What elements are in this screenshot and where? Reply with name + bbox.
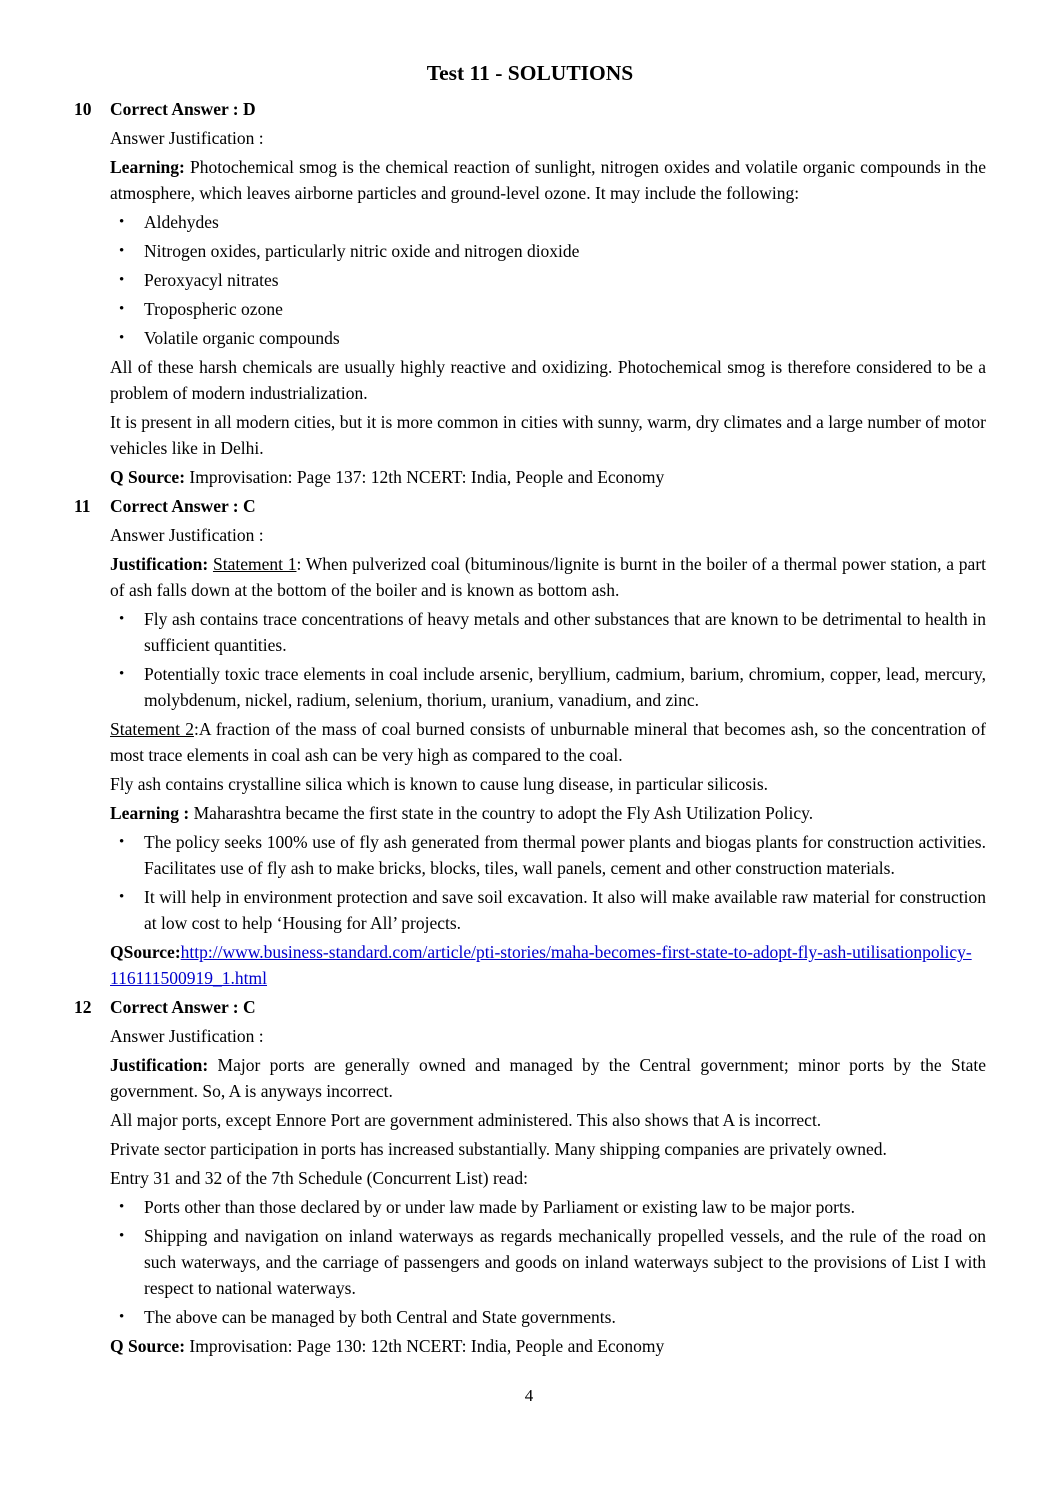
learning-text: Maharashtra became the first state in the country to adopt the Fly Ash Utilization Policy.: [189, 803, 814, 823]
body-paragraph: It is present in all modern cities, but it is more common in cities with sunny, warm, dry climates and a large number of motor vehicles like in Delhi.: [110, 412, 986, 458]
question-number: 10: [74, 99, 92, 119]
list-item: [110, 606, 986, 658]
justification-label: Justification:: [110, 1055, 209, 1075]
bullet-icon: •: [119, 611, 125, 627]
bullet-icon: •: [119, 243, 125, 259]
list-item: [110, 1304, 986, 1330]
list-item: [110, 296, 986, 322]
bullet-text: It will help in environment protection and save soil excavation. It also will make available raw material for construction at low cost to help ‘Housing for All’ projects.: [144, 887, 986, 933]
body-paragraph: All major ports, except Ennore Port are government administered. This also shows that A is incorrect.: [110, 1110, 822, 1130]
learning-text: Photochemical smog is the chemical reaction of sunlight, nitrogen oxides and volatile organic compounds in the atmosphere, which leaves airborne particles and ground-level ozone. It may include the following:: [110, 157, 986, 203]
bullet-text: Potentially toxic trace elements in coal include arsenic, beryllium, cadmium, barium, chromium, copper, lead, mercury, molybdenum, nickel, radium, selenium, thorium, uranium, vanadium, and zinc.: [144, 664, 986, 710]
bullet-icon: •: [119, 301, 125, 317]
list-item: [110, 325, 986, 351]
body-paragraph: Fly ash contains crystalline silica which is known to cause lung disease, in particular silicosis.: [110, 774, 769, 794]
qsource-label: QSource:: [110, 942, 181, 962]
qsource-paragraph: [110, 939, 986, 991]
list-item: [110, 661, 986, 713]
bullet-text: Tropospheric ozone: [144, 299, 283, 319]
bullet-icon: •: [119, 330, 125, 346]
bullet-icon: •: [119, 834, 125, 850]
list-item: [110, 267, 986, 293]
bullet-icon: •: [119, 666, 125, 682]
justification-text: Major ports are generally owned and managed by the Central government; minor ports by the State government. So, A is anyways incorrect.: [110, 1055, 986, 1101]
list-item: [110, 1194, 986, 1220]
learning-paragraph: [110, 154, 986, 206]
learning-paragraph: [110, 800, 986, 826]
qsource-paragraph: [110, 464, 986, 490]
statement1-label: Statement 1: [212, 554, 297, 574]
question-number: 12: [74, 997, 92, 1017]
question-item-10: [74, 96, 986, 493]
page-number: 4: [524, 1386, 534, 1405]
learning-label: Learning :: [110, 803, 190, 823]
bullet-text: Ports other than those declared by or under law made by Parliament or existing law to be major ports.: [144, 1197, 855, 1217]
justification-paragraph: [110, 551, 986, 603]
body-paragraph: Entry 31 and 32 of the 7th Schedule (Concurrent List) read:: [110, 1168, 528, 1188]
answer-justification-label: Answer Justification :: [110, 128, 264, 148]
body-paragraph: All of these harsh chemicals are usually highly reactive and oxidizing. Photochemical smog is therefore considered to be a problem of modern industrialization.: [110, 357, 986, 403]
bullet-icon: •: [119, 1309, 125, 1325]
bullet-icon: •: [119, 272, 125, 288]
bullet-icon: •: [119, 1199, 125, 1215]
page-title: Test 11 - SOLUTIONS: [426, 61, 634, 85]
list-item: [110, 829, 986, 881]
bullet-text: Peroxyacyl nitrates: [144, 270, 279, 290]
justification-paragraph: [110, 1052, 986, 1104]
statement2-text: :A fraction of the mass of coal burned consists of unburnable mineral that becomes ash, so the concentration of most trace elements in coal ash can be very high as compared to the coal.: [110, 719, 987, 765]
qsource-label: Q Source:: [110, 467, 186, 487]
qsource-text: Improvisation: Page 137: 12th NCERT: India, People and Economy: [185, 467, 665, 487]
learning-label: Learning:: [110, 157, 185, 177]
correct-answer-heading: Correct Answer : D: [110, 99, 256, 119]
list-item: [110, 1223, 986, 1301]
question-item-11: [74, 493, 986, 994]
list-item: [110, 209, 986, 235]
qsource-link[interactable]: http://www.business-standard.com/article/pti-stories/maha-becomes-first-state-to-adopt-fly-ash-utilisationpolicy-116111500919_1.html: [110, 942, 972, 988]
bullet-icon: •: [119, 214, 125, 230]
correct-answer-heading: Correct Answer : C: [110, 997, 256, 1017]
bullet-text: Shipping and navigation on inland waterways as regards mechanically propelled vessels, and the rule of the road on such waterways, and the carriage of passengers and goods on inland waterways subject to the provisions of List I with respect to national waterways.: [144, 1226, 986, 1298]
list-item: [110, 238, 986, 264]
statement1-text: : When pulverized coal (bituminous/lignite is burnt in the boiler of a thermal power station, a part of ash falls down at the bottom of the boiler and is known as bottom ash.: [110, 554, 987, 600]
bullet-text: Fly ash contains trace concentrations of heavy metals and other substances that are known to be detrimental to health in sufficient quantities.: [144, 609, 986, 655]
qsource-text: Improvisation: Page 130: 12th NCERT: India, People and Economy: [185, 1336, 665, 1356]
answer-justification-label: Answer Justification :: [110, 1026, 264, 1046]
statement2-label: Statement 2: [110, 719, 194, 739]
bullet-text: The policy seeks 100% use of fly ash generated from thermal power plants and biogas plants for construction activities. Facilitates use of fly ash to make bricks, blocks, tiles, wall panels, cement and other construction materials.: [144, 832, 986, 878]
bullet-text: Volatile organic compounds: [144, 328, 340, 348]
statement2-paragraph: [110, 716, 986, 768]
bullet-icon: •: [119, 889, 125, 905]
justification-label: Justification:: [110, 554, 209, 574]
body-paragraph: Private sector participation in ports has increased substantially. Many shipping companies are privately owned.: [110, 1139, 887, 1159]
list-item: [110, 884, 986, 936]
qsource-label: Q Source:: [110, 1336, 186, 1356]
question-number: 11: [74, 496, 91, 516]
qsource-paragraph: [110, 1333, 986, 1359]
bullet-text: Aldehydes: [144, 212, 219, 232]
bullet-text: Nitrogen oxides, particularly nitric oxide and nitrogen dioxide: [144, 241, 580, 261]
correct-answer-heading: Correct Answer : C: [110, 496, 256, 516]
bullet-text: The above can be managed by both Central and State governments.: [144, 1307, 616, 1327]
bullet-icon: •: [119, 1228, 125, 1244]
answer-justification-label: Answer Justification :: [110, 525, 264, 545]
question-item-12: [74, 994, 986, 1362]
